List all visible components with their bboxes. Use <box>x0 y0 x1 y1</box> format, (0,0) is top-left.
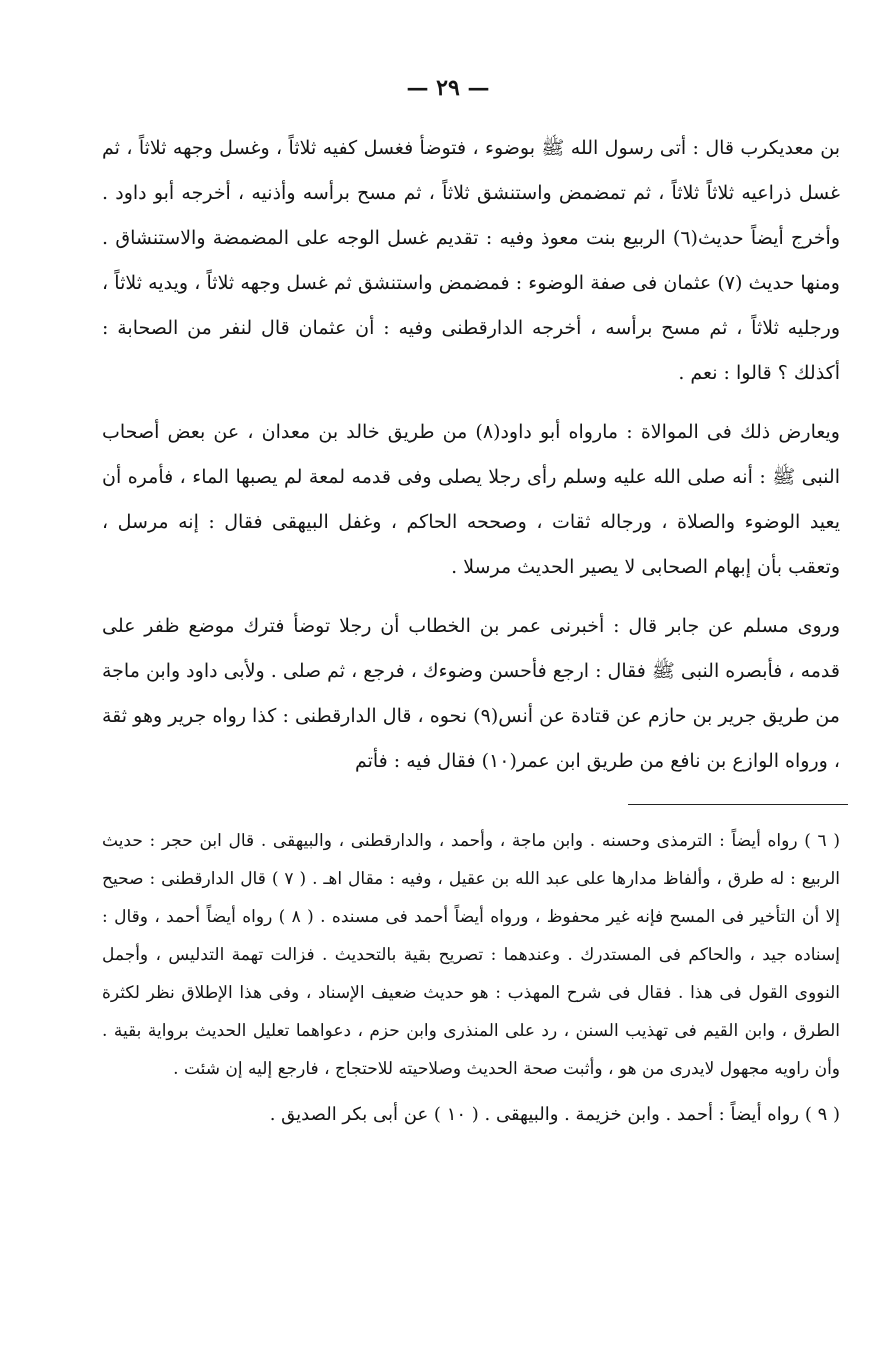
footnote-separator <box>628 804 848 805</box>
paragraph-1: بن معديكرب قال : أتى رسول الله ﷺ بوضوء ، فتوضأ فغسل كفيه ثلاثاً ، وغسل وجهه ثلاثاً ، ثم غسل ذراعيه ثلاثاً ثلاثاً ، ثم تمضمض واستنشق ثلاثاً ، ثم مسح برأسه وأذنيه ، أخرجه أبو داود . وأخرج أيضاً حديث(٦) الربيع بنت معوذ وفيه : تقديم غسل الوجه على المضمضة والاستنشاق . ومنها حديث (٧) عثمان فى صفة الوضوء : فمضمض واستنشق ثم غسل وجهه ثلاثاً ، ويديه ثلاثاً ، ورجليه ثلاثاً ، ثم مسح برأسه ، أخرجه الدارقطنى وفيه : أن عثمان قال لنفر من الصحابة : أكذلك ؟ قالوا : نعم . <box>102 137 841 384</box>
footnotes <box>102 822 840 1134</box>
footnote-block-2: ( ٩ ) رواه أيضاً : أحمد . وابن خزيمة . والبيهقى . ( ١٠ ) عن أبى بكر الصديق . <box>269 1104 840 1125</box>
page-number: — ٢٩ — <box>406 75 490 101</box>
footnote-block-1: ( ٦ ) رواه أيضاً : الترمذى وحسنه . وابن ماجة ، وأحمد ، والدارقطنى ، والبيهقى . قال ابن حجر : حديث الربيع : له طرق ، وألفاظ مدارها على عبد الله بن عقيل ، وفيه : مقال اهـ . ( ٧ ) قال الدارقطنى : صحيح إلا أن التأخير فى المسح فإنه غير محفوظ ، ورواه أيضاً أحمد فى مسنده . ( ٨ ) رواه أيضاً أحمد ، وقال : إسناده جيد ، والحاكم فى المستدرك . وعندهما : تصريح بقية بالتحديث . فزالت تهمة التدليس ، وأجمل النووى القول فى هذا . فقال فى شرح المهذب : هو حديث ضعيف الإسناد ، وفى هذا الإطلاق نظر لكثرة الطرق ، وابن القيم فى تهذيب السنن ، رد على المنذرى وابن حزم ، دعواهما تعليل الحديث برواية بقية . وأن راويه مجهول لايدرى من هو ، وأثبت صحة الحديث وصلاحيته للاحتجاج ، فارجع إليه إن شئت . <box>102 831 840 1079</box>
paragraph-2: ويعارض ذلك فى الموالاة : مارواه أبو داود(٨) من طريق خالد بن معدان ، عن بعض أصحاب النبى ﷺ : أنه صلى الله عليه وسلم رأى رجلا يصلى وفى قدمه لمعة لم يصبها الماء ، فأمره أن يعيد الوضوء والصلاة ، ورجاله ثقات ، وصححه الحاكم ، وغفل البيهقى فقال : إنه مرسل ، وتعقب بأن إبهام الصحابى لا يصير الحديث مرسلا . <box>102 421 840 578</box>
paragraph-3: وروى مسلم عن جابر قال : أخبرنى عمر بن الخطاب أن رجلا توضأ فترك موضع ظفر على قدمه ، فأبصره النبى ﷺ فقال : ارجع فأحسن وضوءك ، فرجع ، ثم صلى . ولأبى داود وابن ماجة من طريق جرير بن حازم عن قتادة عن أنس(٩) نحوه ، قال الدارقطنى : كذا رواه جرير وهو ثقة ، ورواه الوازع بن نافع من طريق ابن عمر(١٠) فقال فيه : فأتم <box>102 615 840 772</box>
main-text <box>102 126 840 798</box>
